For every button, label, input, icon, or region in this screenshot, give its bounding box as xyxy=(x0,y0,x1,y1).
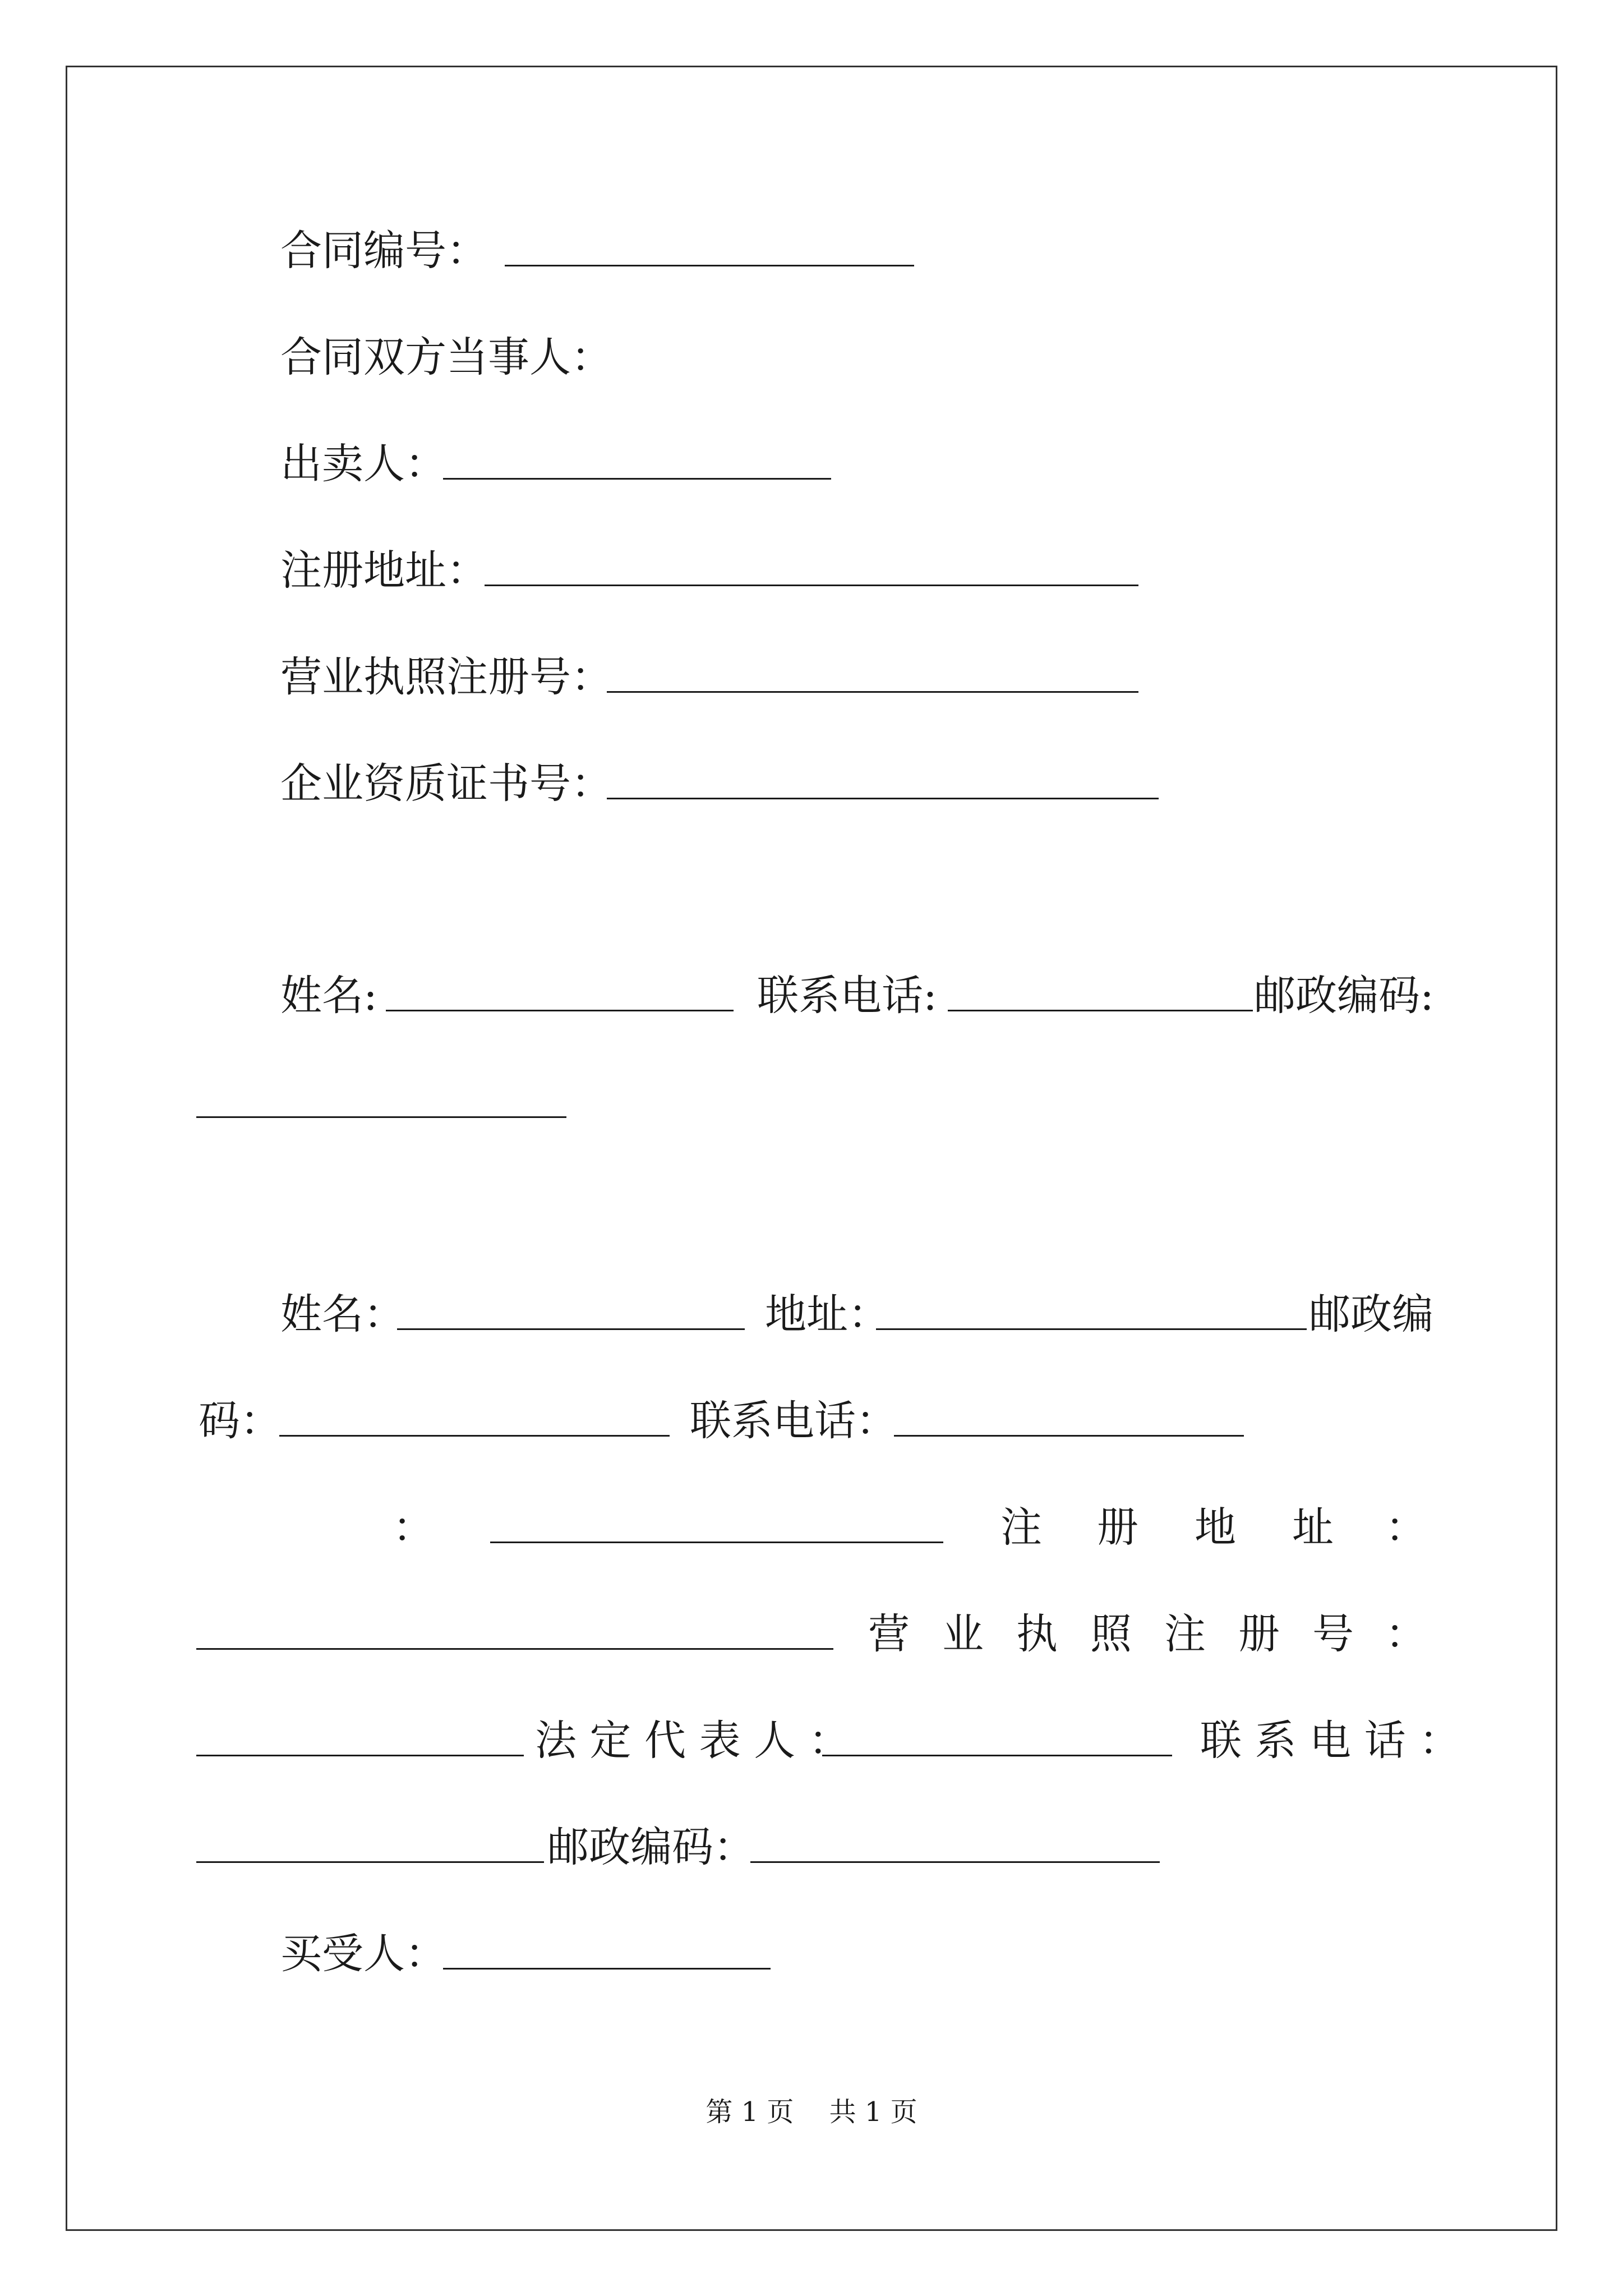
contact2-address-blank[interactable] xyxy=(876,1328,1307,1330)
block3-phone-blank[interactable] xyxy=(196,1861,544,1863)
seller-address-label: 注册地址： xyxy=(280,546,488,595)
block3-lic-char-5: 注 xyxy=(1164,1610,1206,1658)
block3-name-blank[interactable] xyxy=(490,1542,943,1543)
block3-postcode-blank[interactable] xyxy=(750,1861,1160,1863)
contact1-postcode-row xyxy=(0,1071,1623,1133)
buyer-label: 买受人： xyxy=(280,1930,446,1978)
seller-address-blank[interactable] xyxy=(485,585,1138,586)
block3-lic-char-2: 业 xyxy=(942,1610,984,1658)
block3-lic-char-6: 册 xyxy=(1238,1610,1280,1658)
seller-license-label: 营业执照注册号： xyxy=(280,653,612,701)
block3-postcode-label: 邮政编码： xyxy=(547,1823,755,1871)
seller-address-row xyxy=(0,540,1623,601)
contract-number-label: 合同编号： xyxy=(280,227,488,275)
block3-rep-row xyxy=(0,1710,1623,1772)
block3-addr-char-5: ： xyxy=(1385,1503,1427,1552)
contact2-phone-label: 联系电话： xyxy=(690,1397,897,1445)
block3-lic-char-4: 照 xyxy=(1090,1610,1132,1658)
contact2-row xyxy=(0,1283,1623,1345)
seller-cert-label: 企业资质证书号： xyxy=(280,760,612,808)
parties-label: 合同双方当事人： xyxy=(280,333,612,381)
block3-license-row xyxy=(0,1603,1623,1665)
block3-addr-char-1: 注 xyxy=(1000,1503,1042,1552)
seller-row xyxy=(0,433,1623,495)
seller-license-row xyxy=(0,646,1623,708)
contact2-postcode-label-b: 码： xyxy=(199,1397,282,1445)
seller-label: 出卖人： xyxy=(280,440,446,488)
seller-cert-row xyxy=(0,753,1623,815)
block3-postcode-row xyxy=(0,1816,1623,1878)
block3-lic-char-7: 号 xyxy=(1312,1610,1354,1658)
contact2-postcode-blank[interactable] xyxy=(279,1435,670,1437)
block3-lic-char-3: 执 xyxy=(1016,1610,1058,1658)
contract-number-row xyxy=(0,220,1623,282)
block3-legal-rep-label: 法 定 代 表 人 ： xyxy=(535,1717,850,1765)
contact1-row xyxy=(0,965,1623,1027)
contact2-name-label: 姓名： xyxy=(280,1290,405,1338)
page-border xyxy=(66,66,1557,2231)
contact1-name-blank[interactable] xyxy=(386,1010,734,1011)
block3-addr-char-3: 地 xyxy=(1195,1503,1236,1552)
buyer-row xyxy=(0,1923,1623,1985)
block3-addr-char-4: 址 xyxy=(1292,1503,1334,1552)
block3-license-blank[interactable] xyxy=(196,1755,524,1756)
block3-address-blank[interactable] xyxy=(196,1648,833,1650)
contact1-postcode-blank[interactable] xyxy=(196,1116,566,1118)
contact2-name-blank[interactable] xyxy=(397,1328,745,1330)
block3-addr-char-2: 册 xyxy=(1097,1503,1138,1552)
block3-address-row xyxy=(0,1497,1623,1558)
contact1-postcode-label: 邮政编码: xyxy=(1254,972,1434,1020)
seller-cert-blank[interactable] xyxy=(607,798,1159,799)
contact1-name-label: 姓名: xyxy=(280,972,377,1020)
page-footer: 第 1 页 共 1 页 xyxy=(706,2096,917,2128)
block3-phone-label: 联 系 电 话 ： xyxy=(1200,1717,1461,1765)
contact2-phone-blank[interactable] xyxy=(894,1435,1244,1437)
block3-lic-char-1: 营 xyxy=(868,1610,910,1658)
contact2-postcode-label-a: 邮政编 xyxy=(1309,1290,1433,1338)
seller-blank[interactable] xyxy=(443,478,831,480)
contact1-phone-blank[interactable] xyxy=(948,1010,1253,1011)
block3-colon: ： xyxy=(393,1503,434,1552)
parties-row xyxy=(0,326,1623,388)
seller-license-blank[interactable] xyxy=(607,691,1138,693)
buyer-blank[interactable] xyxy=(443,1968,771,1970)
contact2-row-2 xyxy=(0,1390,1623,1452)
block3-legal-rep-blank[interactable] xyxy=(822,1755,1172,1756)
block3-lic-char-8: ： xyxy=(1385,1610,1427,1658)
contact1-phone-label: 联系电话: xyxy=(757,972,937,1020)
contract-number-blank[interactable] xyxy=(505,265,914,266)
contact2-address-label: 地址： xyxy=(765,1290,889,1338)
